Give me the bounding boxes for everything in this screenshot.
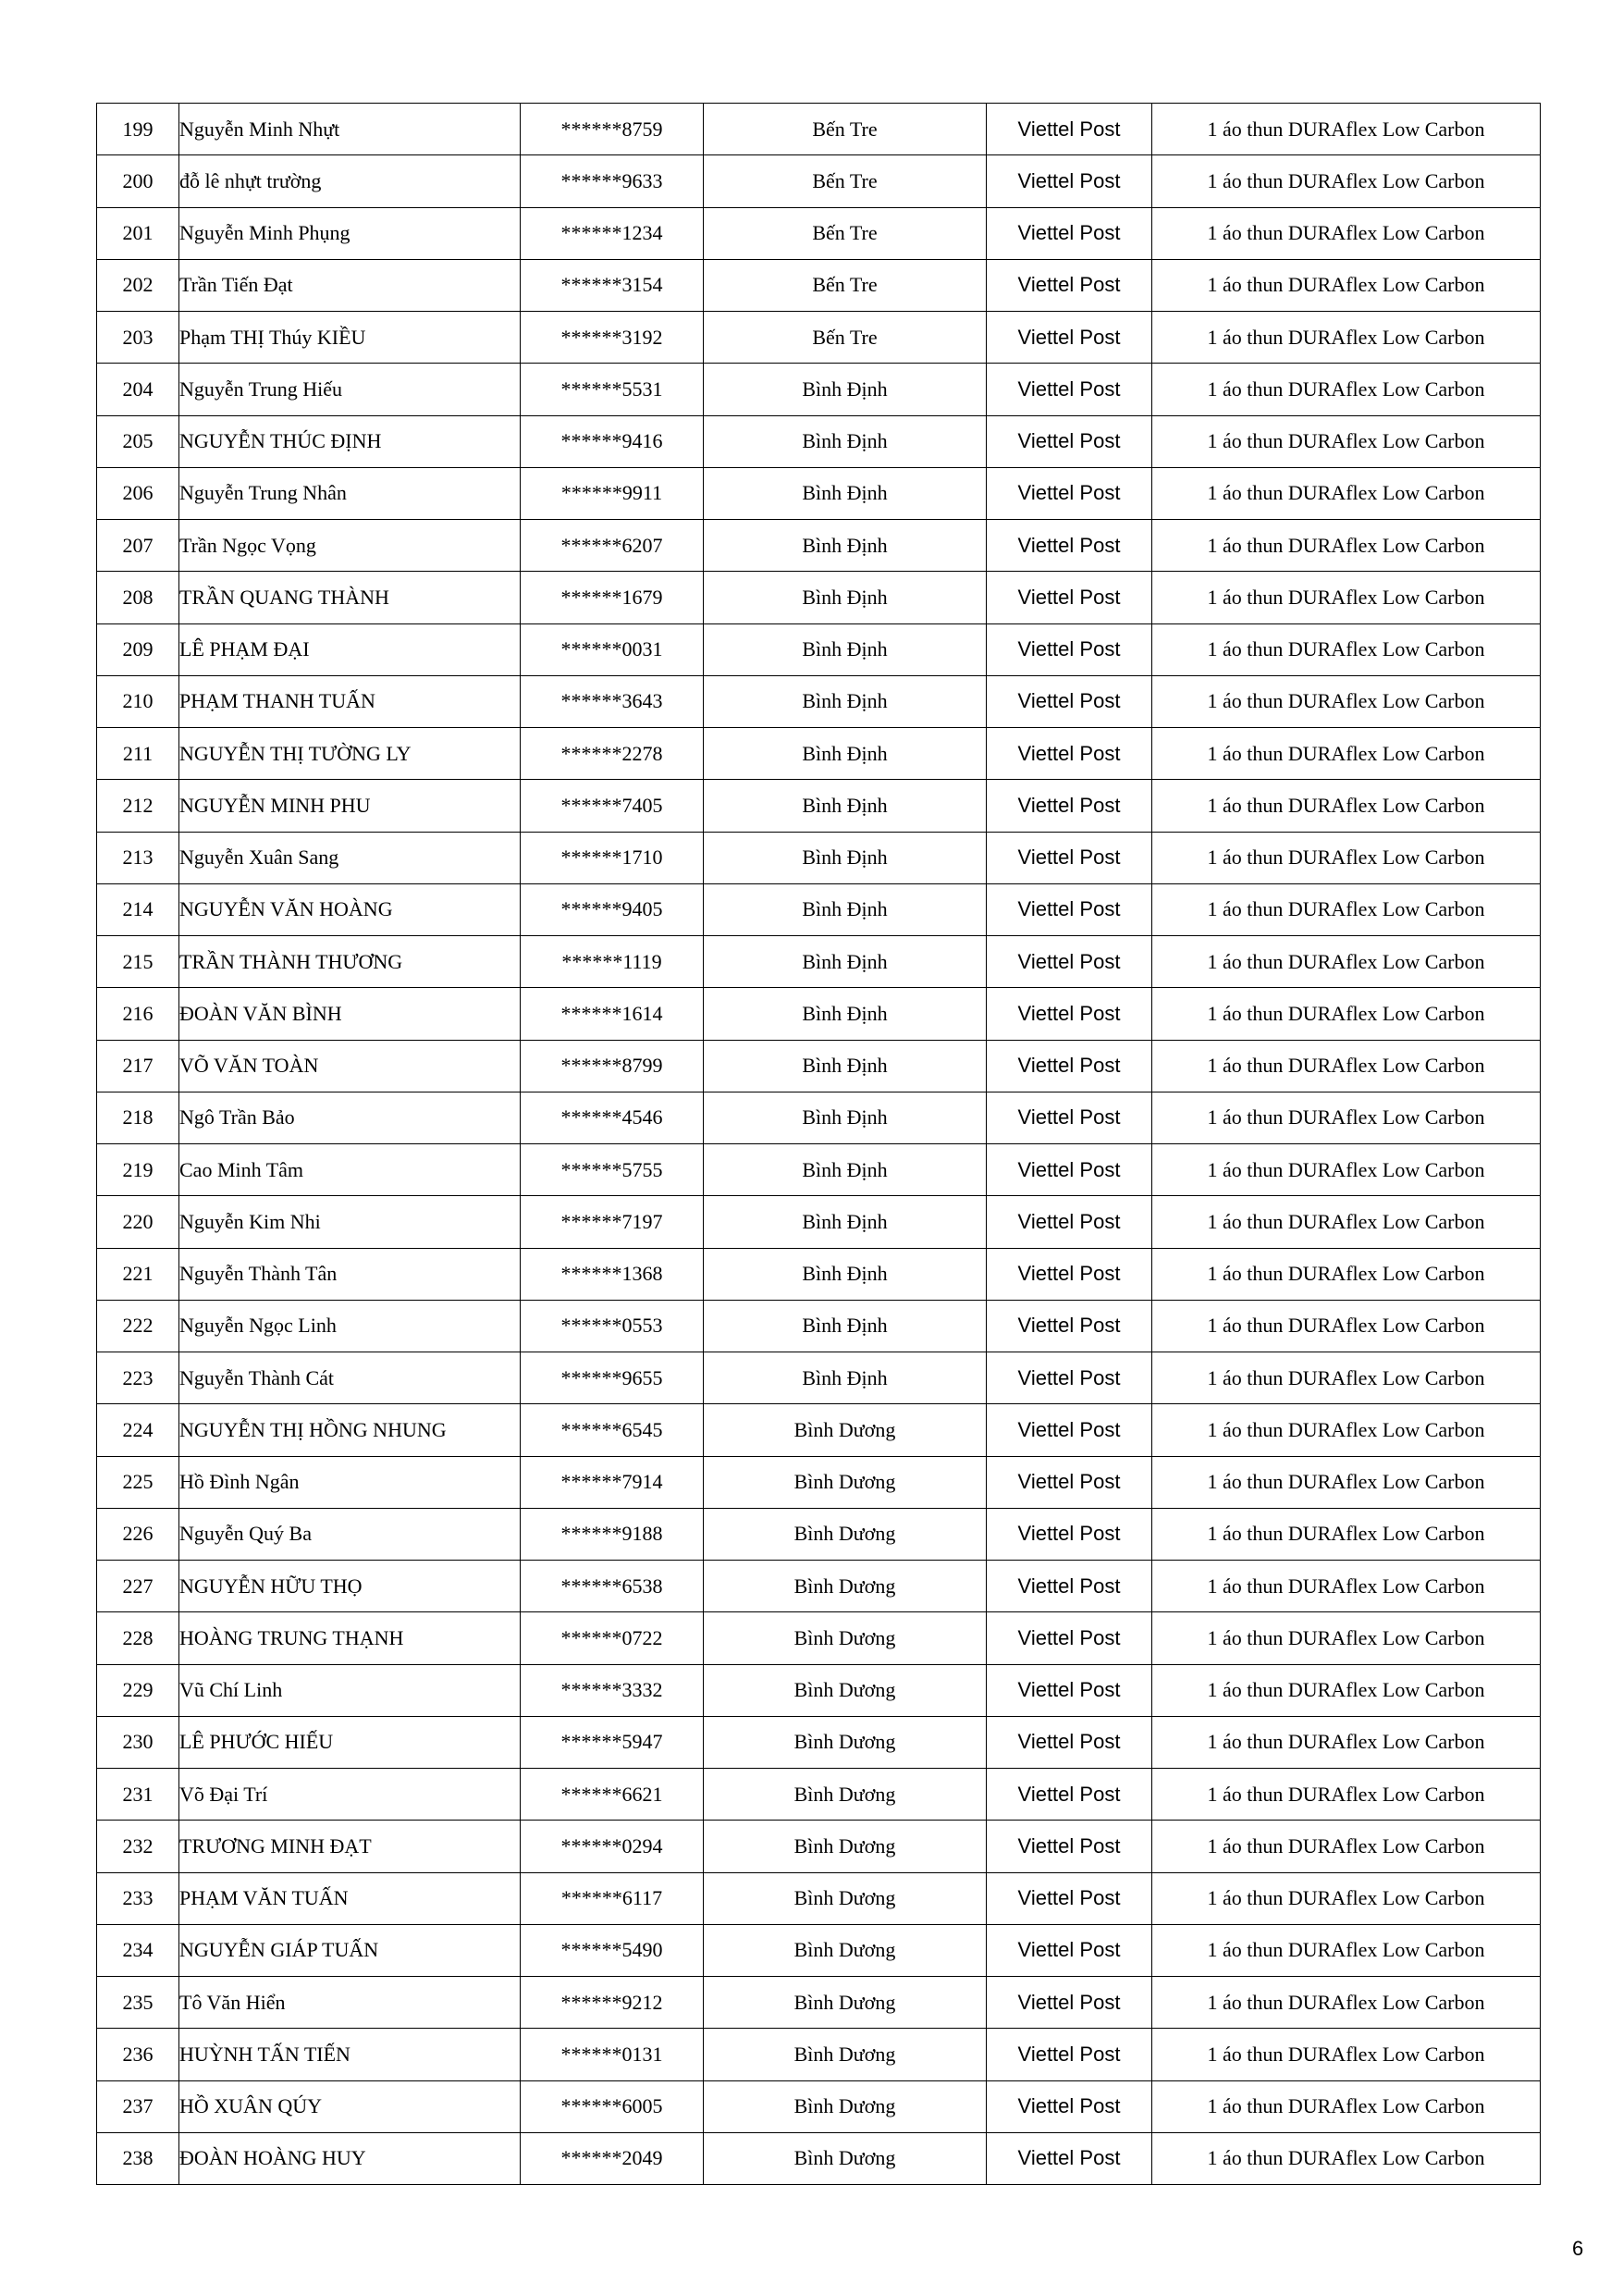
- winner-name: Trần Tiến Đạt: [179, 259, 521, 311]
- prize: 1 áo thun DURAflex Low Carbon: [1152, 1040, 1541, 1092]
- province: Bình Dương: [704, 1769, 987, 1821]
- shipping-carrier: Viettel Post: [987, 1977, 1152, 2029]
- prize: 1 áo thun DURAflex Low Carbon: [1152, 1977, 1541, 2029]
- province: Bình Định: [704, 728, 987, 780]
- table-row: [97, 155, 1541, 207]
- prize: 1 áo thun DURAflex Low Carbon: [1152, 988, 1541, 1040]
- winner-name: Nguyễn Trung Nhân: [179, 467, 521, 519]
- masked-phone: ******8759: [521, 104, 704, 155]
- shipping-carrier: Viettel Post: [987, 1300, 1152, 1352]
- prize: 1 áo thun DURAflex Low Carbon: [1152, 1248, 1541, 1300]
- province: Bình Định: [704, 1352, 987, 1404]
- row-number: 230: [97, 1716, 179, 1768]
- masked-phone: ******5947: [521, 1716, 704, 1768]
- province: Bến Tre: [704, 104, 987, 155]
- province: Bến Tre: [704, 155, 987, 207]
- table-row: [97, 1040, 1541, 1092]
- shipping-carrier: Viettel Post: [987, 832, 1152, 883]
- winner-name: NGUYỄN MINH PHU: [179, 780, 521, 832]
- shipping-carrier: Viettel Post: [987, 572, 1152, 623]
- province: Bình Định: [704, 1040, 987, 1092]
- winner-name: Nguyễn Thành Cát: [179, 1352, 521, 1404]
- prize: 1 áo thun DURAflex Low Carbon: [1152, 467, 1541, 519]
- shipping-carrier: Viettel Post: [987, 1144, 1152, 1196]
- prize: 1 áo thun DURAflex Low Carbon: [1152, 1300, 1541, 1352]
- page-number: 6: [1572, 2237, 1584, 2260]
- table-row: [97, 936, 1541, 988]
- table-row: [97, 520, 1541, 572]
- winner-name: Nguyễn Trung Hiếu: [179, 364, 521, 415]
- masked-phone: ******0553: [521, 1300, 704, 1352]
- masked-phone: ******6621: [521, 1769, 704, 1821]
- row-number: 209: [97, 623, 179, 675]
- masked-phone: ******6117: [521, 1872, 704, 1924]
- row-number: 232: [97, 1821, 179, 1872]
- table-row: [97, 1352, 1541, 1404]
- prize: 1 áo thun DURAflex Low Carbon: [1152, 1716, 1541, 1768]
- row-number: 221: [97, 1248, 179, 1300]
- masked-phone: ******3192: [521, 312, 704, 364]
- winner-name: NGUYỄN THÚC ĐỊNH: [179, 415, 521, 467]
- shipping-carrier: Viettel Post: [987, 1248, 1152, 1300]
- province: Bình Định: [704, 936, 987, 988]
- shipping-carrier: Viettel Post: [987, 883, 1152, 935]
- row-number: 227: [97, 1561, 179, 1612]
- winner-name: TRẦN THÀNH THƯƠNG: [179, 936, 521, 988]
- row-number: 214: [97, 883, 179, 935]
- winner-name: LÊ PHẠM ĐẠI: [179, 623, 521, 675]
- table-row: [97, 728, 1541, 780]
- masked-phone: ******0031: [521, 623, 704, 675]
- masked-phone: ******1710: [521, 832, 704, 883]
- row-number: 217: [97, 1040, 179, 1092]
- province: Bình Dương: [704, 1456, 987, 1508]
- shipping-carrier: Viettel Post: [987, 1769, 1152, 1821]
- province: Bình Định: [704, 364, 987, 415]
- table-row: [97, 1664, 1541, 1716]
- province: Bến Tre: [704, 312, 987, 364]
- shipping-carrier: Viettel Post: [987, 2132, 1152, 2184]
- masked-phone: ******0722: [521, 1612, 704, 1664]
- province: Bình Định: [704, 1092, 987, 1143]
- masked-phone: ******1119: [521, 936, 704, 988]
- masked-phone: ******9212: [521, 1977, 704, 2029]
- row-number: 226: [97, 1508, 179, 1560]
- province: Bình Định: [704, 1248, 987, 1300]
- shipping-carrier: Viettel Post: [987, 1456, 1152, 1508]
- row-number: 235: [97, 1977, 179, 2029]
- shipping-carrier: Viettel Post: [987, 259, 1152, 311]
- row-number: 225: [97, 1456, 179, 1508]
- masked-phone: ******7197: [521, 1196, 704, 1248]
- shipping-carrier: Viettel Post: [987, 207, 1152, 259]
- prize: 1 áo thun DURAflex Low Carbon: [1152, 2080, 1541, 2132]
- table-row: [97, 1196, 1541, 1248]
- table-row: [97, 259, 1541, 311]
- province: Bình Dương: [704, 1872, 987, 1924]
- table-row: [97, 415, 1541, 467]
- prize: 1 áo thun DURAflex Low Carbon: [1152, 259, 1541, 311]
- prize: 1 áo thun DURAflex Low Carbon: [1152, 572, 1541, 623]
- table-row: [97, 364, 1541, 415]
- masked-phone: ******0131: [521, 2029, 704, 2080]
- table-row: [97, 572, 1541, 623]
- winner-name: NGUYỄN HỮU THỌ: [179, 1561, 521, 1612]
- row-number: 236: [97, 2029, 179, 2080]
- row-number: 212: [97, 780, 179, 832]
- shipping-carrier: Viettel Post: [987, 1612, 1152, 1664]
- winner-name: Võ Đại Trí: [179, 1769, 521, 1821]
- shipping-carrier: Viettel Post: [987, 675, 1152, 727]
- masked-phone: ******9655: [521, 1352, 704, 1404]
- winner-name: VÕ VĂN TOÀN: [179, 1040, 521, 1092]
- prize: 1 áo thun DURAflex Low Carbon: [1152, 520, 1541, 572]
- masked-phone: ******4546: [521, 1092, 704, 1143]
- table-row: [97, 1716, 1541, 1768]
- prize: 1 áo thun DURAflex Low Carbon: [1152, 1612, 1541, 1664]
- shipping-carrier: Viettel Post: [987, 780, 1152, 832]
- row-number: 216: [97, 988, 179, 1040]
- prize: 1 áo thun DURAflex Low Carbon: [1152, 1404, 1541, 1456]
- province: Bình Dương: [704, 1612, 987, 1664]
- masked-phone: ******3643: [521, 675, 704, 727]
- row-number: 233: [97, 1872, 179, 1924]
- row-number: 206: [97, 467, 179, 519]
- table-row: [97, 1561, 1541, 1612]
- table-row: [97, 832, 1541, 883]
- shipping-carrier: Viettel Post: [987, 520, 1152, 572]
- shipping-carrier: Viettel Post: [987, 1664, 1152, 1716]
- province: Bình Dương: [704, 1924, 987, 1976]
- province: Bình Định: [704, 675, 987, 727]
- table-row: [97, 1508, 1541, 1560]
- shipping-carrier: Viettel Post: [987, 2080, 1152, 2132]
- winner-name: LÊ PHƯỚC HIẾU: [179, 1716, 521, 1768]
- province: Bình Định: [704, 988, 987, 1040]
- shipping-carrier: Viettel Post: [987, 1924, 1152, 1976]
- province: Bình Định: [704, 415, 987, 467]
- table-row: [97, 1977, 1541, 2029]
- masked-phone: ******9188: [521, 1508, 704, 1560]
- table-row: [97, 1872, 1541, 1924]
- winner-name: Nguyễn Xuân Sang: [179, 832, 521, 883]
- winner-name: Phạm THỊ Thúy KIỀU: [179, 312, 521, 364]
- row-number: 222: [97, 1300, 179, 1352]
- shipping-carrier: Viettel Post: [987, 312, 1152, 364]
- shipping-carrier: Viettel Post: [987, 364, 1152, 415]
- table-row: [97, 675, 1541, 727]
- winner-name: Nguyễn Thành Tân: [179, 1248, 521, 1300]
- table-row: [97, 1248, 1541, 1300]
- winner-name: Tô Văn Hiển: [179, 1977, 521, 2029]
- prize: 1 áo thun DURAflex Low Carbon: [1152, 1664, 1541, 1716]
- masked-phone: ******3154: [521, 259, 704, 311]
- row-number: 205: [97, 415, 179, 467]
- row-number: 215: [97, 936, 179, 988]
- masked-phone: ******1679: [521, 572, 704, 623]
- prize: 1 áo thun DURAflex Low Carbon: [1152, 1196, 1541, 1248]
- table-row: [97, 1144, 1541, 1196]
- table-row: [97, 1404, 1541, 1456]
- row-number: 200: [97, 155, 179, 207]
- province: Bình Định: [704, 572, 987, 623]
- masked-phone: ******9633: [521, 155, 704, 207]
- table-row: [97, 1924, 1541, 1976]
- row-number: 220: [97, 1196, 179, 1248]
- shipping-carrier: Viettel Post: [987, 728, 1152, 780]
- province: Bình Định: [704, 780, 987, 832]
- prize: 1 áo thun DURAflex Low Carbon: [1152, 1561, 1541, 1612]
- prize: 1 áo thun DURAflex Low Carbon: [1152, 1456, 1541, 1508]
- prize: 1 áo thun DURAflex Low Carbon: [1152, 155, 1541, 207]
- table-row: [97, 1612, 1541, 1664]
- masked-phone: ******0294: [521, 1821, 704, 1872]
- table-row: [97, 1456, 1541, 1508]
- row-number: 238: [97, 2132, 179, 2184]
- winner-name: Nguyễn Quý Ba: [179, 1508, 521, 1560]
- masked-phone: ******3332: [521, 1664, 704, 1716]
- row-number: 229: [97, 1664, 179, 1716]
- row-number: 211: [97, 728, 179, 780]
- province: Bình Dương: [704, 1821, 987, 1872]
- row-number: 224: [97, 1404, 179, 1456]
- winner-name: HUỲNH TẤN TIẾN: [179, 2029, 521, 2080]
- province: Bến Tre: [704, 207, 987, 259]
- province: Bình Định: [704, 1300, 987, 1352]
- prize: 1 áo thun DURAflex Low Carbon: [1152, 1508, 1541, 1560]
- province: Bình Định: [704, 1196, 987, 1248]
- masked-phone: ******9405: [521, 883, 704, 935]
- province: Bến Tre: [704, 259, 987, 311]
- table-row: [97, 1821, 1541, 1872]
- province: Bình Dương: [704, 1404, 987, 1456]
- prize: 1 áo thun DURAflex Low Carbon: [1152, 1924, 1541, 1976]
- masked-phone: ******5490: [521, 1924, 704, 1976]
- shipping-carrier: Viettel Post: [987, 104, 1152, 155]
- shipping-carrier: Viettel Post: [987, 1092, 1152, 1143]
- winner-name: Cao Minh Tâm: [179, 1144, 521, 1196]
- winner-name: Nguyễn Kim Nhi: [179, 1196, 521, 1248]
- shipping-carrier: Viettel Post: [987, 1040, 1152, 1092]
- shipping-carrier: Viettel Post: [987, 155, 1152, 207]
- table-row: [97, 780, 1541, 832]
- prize: 1 áo thun DURAflex Low Carbon: [1152, 2029, 1541, 2080]
- row-number: 210: [97, 675, 179, 727]
- row-number: 218: [97, 1092, 179, 1143]
- row-number: 237: [97, 2080, 179, 2132]
- shipping-carrier: Viettel Post: [987, 1196, 1152, 1248]
- shipping-carrier: Viettel Post: [987, 1352, 1152, 1404]
- winner-name: Trần Ngọc Vọng: [179, 520, 521, 572]
- table-row: [97, 2029, 1541, 2080]
- row-number: 219: [97, 1144, 179, 1196]
- prize: 1 áo thun DURAflex Low Carbon: [1152, 207, 1541, 259]
- masked-phone: ******6005: [521, 2080, 704, 2132]
- prize: 1 áo thun DURAflex Low Carbon: [1152, 2132, 1541, 2184]
- masked-phone: ******9416: [521, 415, 704, 467]
- province: Bình Định: [704, 832, 987, 883]
- winner-name: NGUYỄN GIÁP TUẤN: [179, 1924, 521, 1976]
- row-number: 204: [97, 364, 179, 415]
- winner-name: PHẠM THANH TUẤN: [179, 675, 521, 727]
- winner-name: NGUYỄN THỊ TƯỜNG LY: [179, 728, 521, 780]
- province: Bình Dương: [704, 2029, 987, 2080]
- prize: 1 áo thun DURAflex Low Carbon: [1152, 675, 1541, 727]
- masked-phone: ******9911: [521, 467, 704, 519]
- masked-phone: ******2049: [521, 2132, 704, 2184]
- row-number: 234: [97, 1924, 179, 1976]
- table-row: [97, 207, 1541, 259]
- row-number: 199: [97, 104, 179, 155]
- table-row: [97, 312, 1541, 364]
- winner-name: Ngô Trần Bảo: [179, 1092, 521, 1143]
- shipping-carrier: Viettel Post: [987, 2029, 1152, 2080]
- winner-name: TRẦN QUANG THÀNH: [179, 572, 521, 623]
- table-row: [97, 2080, 1541, 2132]
- prize: 1 áo thun DURAflex Low Carbon: [1152, 728, 1541, 780]
- prize: 1 áo thun DURAflex Low Carbon: [1152, 312, 1541, 364]
- table-row: [97, 1092, 1541, 1143]
- table-row: [97, 1300, 1541, 1352]
- prize: 1 áo thun DURAflex Low Carbon: [1152, 936, 1541, 988]
- row-number: 231: [97, 1769, 179, 1821]
- winner-name: đỗ lê nhựt trường: [179, 155, 521, 207]
- winner-name: Vũ Chí Linh: [179, 1664, 521, 1716]
- province: Bình Định: [704, 467, 987, 519]
- province: Bình Định: [704, 883, 987, 935]
- row-number: 203: [97, 312, 179, 364]
- row-number: 202: [97, 259, 179, 311]
- masked-phone: ******6207: [521, 520, 704, 572]
- winner-name: HỒ XUÂN QÚY: [179, 2080, 521, 2132]
- masked-phone: ******6538: [521, 1561, 704, 1612]
- shipping-carrier: Viettel Post: [987, 1404, 1152, 1456]
- province: Bình Dương: [704, 1664, 987, 1716]
- winner-name: NGUYỄN THỊ HỒNG NHUNG: [179, 1404, 521, 1456]
- masked-phone: ******8799: [521, 1040, 704, 1092]
- masked-phone: ******6545: [521, 1404, 704, 1456]
- province: Bình Định: [704, 1144, 987, 1196]
- table-row: [97, 883, 1541, 935]
- table-row: [97, 623, 1541, 675]
- winner-name: HOÀNG TRUNG THẠNH: [179, 1612, 521, 1664]
- shipping-carrier: Viettel Post: [987, 467, 1152, 519]
- table-row: [97, 467, 1541, 519]
- prize: 1 áo thun DURAflex Low Carbon: [1152, 623, 1541, 675]
- prize: 1 áo thun DURAflex Low Carbon: [1152, 1821, 1541, 1872]
- prize: 1 áo thun DURAflex Low Carbon: [1152, 832, 1541, 883]
- shipping-carrier: Viettel Post: [987, 1821, 1152, 1872]
- prize: 1 áo thun DURAflex Low Carbon: [1152, 1092, 1541, 1143]
- prize: 1 áo thun DURAflex Low Carbon: [1152, 1352, 1541, 1404]
- shipping-carrier: Viettel Post: [987, 1716, 1152, 1768]
- winner-name: Hồ Đình Ngân: [179, 1456, 521, 1508]
- winner-name: TRƯƠNG MINH ĐẠT: [179, 1821, 521, 1872]
- province: Bình Dương: [704, 2132, 987, 2184]
- row-number: 228: [97, 1612, 179, 1664]
- prize: 1 áo thun DURAflex Low Carbon: [1152, 104, 1541, 155]
- province: Bình Dương: [704, 1561, 987, 1612]
- province: Bình Dương: [704, 1508, 987, 1560]
- row-number: 208: [97, 572, 179, 623]
- row-number: 207: [97, 520, 179, 572]
- table-row: [97, 2132, 1541, 2184]
- province: Bình Định: [704, 520, 987, 572]
- winner-name: ĐOÀN VĂN BÌNH: [179, 988, 521, 1040]
- winners-table-container: [96, 103, 1540, 2185]
- shipping-carrier: Viettel Post: [987, 1508, 1152, 1560]
- prize: 1 áo thun DURAflex Low Carbon: [1152, 364, 1541, 415]
- winner-name: Nguyễn Minh Phụng: [179, 207, 521, 259]
- province: Bình Dương: [704, 2080, 987, 2132]
- winner-name: Nguyễn Ngọc Linh: [179, 1300, 521, 1352]
- table-row: [97, 988, 1541, 1040]
- winners-table: [96, 103, 1541, 2185]
- shipping-carrier: Viettel Post: [987, 1872, 1152, 1924]
- masked-phone: ******1614: [521, 988, 704, 1040]
- prize: 1 áo thun DURAflex Low Carbon: [1152, 883, 1541, 935]
- row-number: 223: [97, 1352, 179, 1404]
- winner-name: Nguyễn Minh Nhựt: [179, 104, 521, 155]
- masked-phone: ******1234: [521, 207, 704, 259]
- masked-phone: ******1368: [521, 1248, 704, 1300]
- province: Bình Dương: [704, 1716, 987, 1768]
- shipping-carrier: Viettel Post: [987, 623, 1152, 675]
- row-number: 201: [97, 207, 179, 259]
- masked-phone: ******7914: [521, 1456, 704, 1508]
- row-number: 213: [97, 832, 179, 883]
- shipping-carrier: Viettel Post: [987, 936, 1152, 988]
- table-row: [97, 1769, 1541, 1821]
- prize: 1 áo thun DURAflex Low Carbon: [1152, 415, 1541, 467]
- winners-table-body: [97, 104, 1541, 2185]
- masked-phone: ******5531: [521, 364, 704, 415]
- table-row: [97, 104, 1541, 155]
- prize: 1 áo thun DURAflex Low Carbon: [1152, 1872, 1541, 1924]
- prize: 1 áo thun DURAflex Low Carbon: [1152, 780, 1541, 832]
- prize: 1 áo thun DURAflex Low Carbon: [1152, 1144, 1541, 1196]
- winner-name: NGUYỄN VĂN HOÀNG: [179, 883, 521, 935]
- masked-phone: ******7405: [521, 780, 704, 832]
- winner-name: ĐOÀN HOÀNG HUY: [179, 2132, 521, 2184]
- province: Bình Dương: [704, 1977, 987, 2029]
- shipping-carrier: Viettel Post: [987, 1561, 1152, 1612]
- prize: 1 áo thun DURAflex Low Carbon: [1152, 1769, 1541, 1821]
- shipping-carrier: Viettel Post: [987, 415, 1152, 467]
- winner-name: PHẠM VĂN TUẤN: [179, 1872, 521, 1924]
- masked-phone: ******2278: [521, 728, 704, 780]
- shipping-carrier: Viettel Post: [987, 988, 1152, 1040]
- province: Bình Định: [704, 623, 987, 675]
- masked-phone: ******5755: [521, 1144, 704, 1196]
